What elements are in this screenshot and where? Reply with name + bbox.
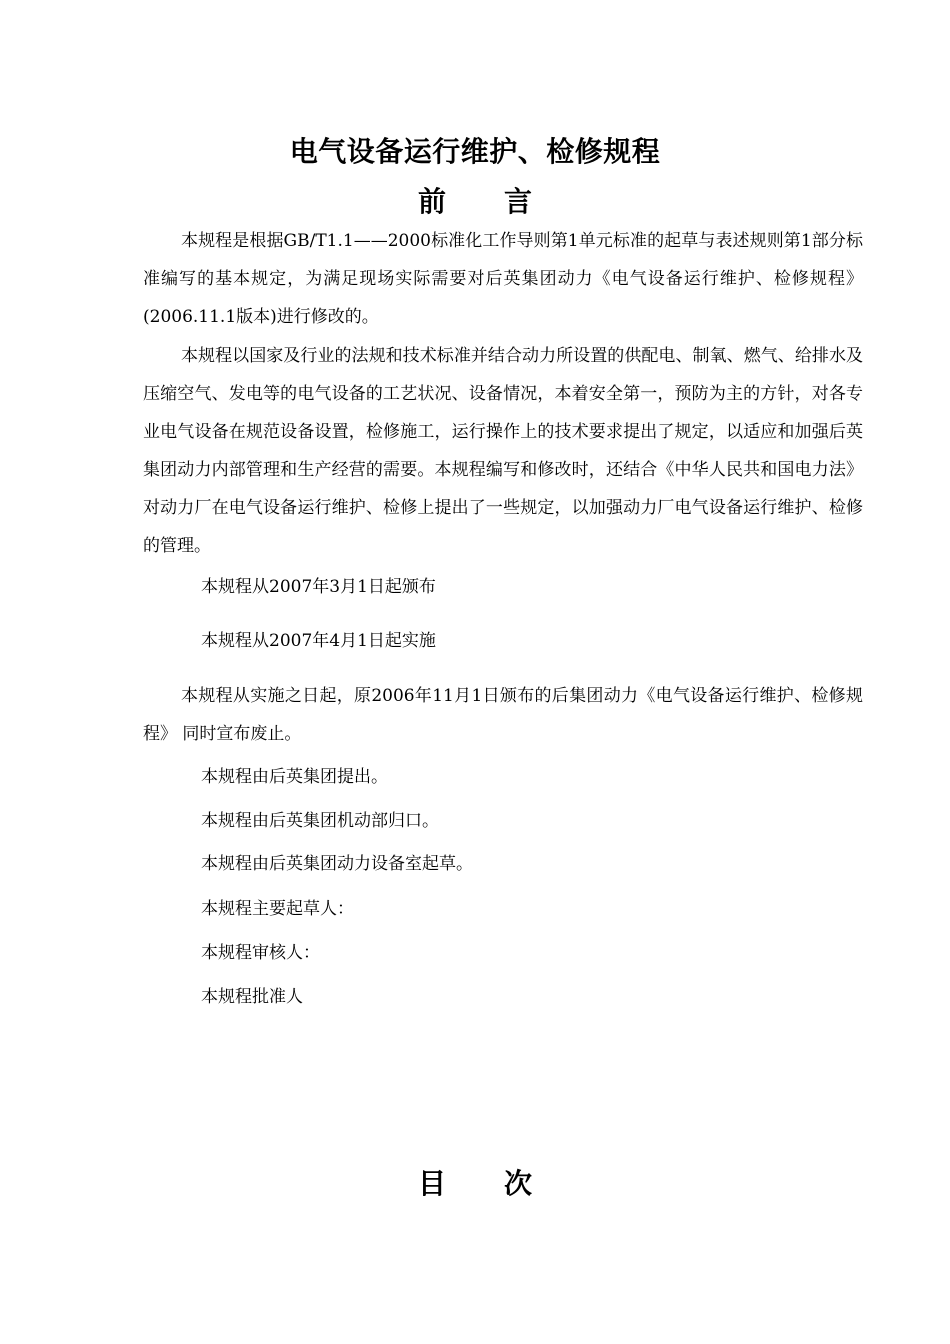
toc-heading bbox=[0, 1160, 950, 1208]
proposed-by-line: 本规程由后英集团提出。 bbox=[201, 767, 388, 787]
managed-by-line: 本规程由后英集团机动部归口。 bbox=[201, 811, 439, 831]
preface-heading bbox=[0, 178, 950, 226]
main-drafters-line: 本规程主要起草人： bbox=[201, 899, 354, 919]
preface-paragraph-2: 本规程以国家及行业的法规和技术标准并结合动力所设置的供配电、制氧、燃气、给排水及压缩空气、发电等的电气设备的工艺状况、设备情况，本着安全第一，预防为主的方针，对各专业电气设备在规范设备设置，检修施工，运行操作上的技术要求提出了规定，以适应和加强后英集团动力内部管理和生产经营的需要。本规程编写和修改时，还结合《中华人民共和国电力法》对动力厂在电气设备运行维护、检修上提出了一些规定，以加强动力厂电气设备运行维护、检修的管理。 bbox=[143, 346, 863, 556]
supersede-paragraph: 本规程从实施之日起，原2006年11月1日颁布的后集团动力《电气设备运行维护、检修规程》 同时宣布废止。 bbox=[143, 686, 863, 744]
toc-heading-char-2: 次 bbox=[504, 1167, 533, 1200]
preface-paragraph-1: 本规程是根据GB/T1.1——2000标准化工作导则第1单元标准的起草与表述规则第1部分标准编写的基本规定，为满足现场实际需要对后英集团动力《电气设备运行维护、检修规程》(2006.11.1版本)进行修改的。 bbox=[143, 231, 863, 327]
approver-line: 本规程批准人 bbox=[201, 987, 303, 1007]
document-title: 电气设备运行维护、检修规程 bbox=[289, 135, 661, 168]
effective-date-line: 本规程从2007年4月1日起实施 bbox=[201, 631, 436, 651]
preface-heading-char-2: 言 bbox=[504, 185, 533, 218]
preface-heading-char-1: 前 bbox=[417, 185, 446, 218]
reviewer-line: 本规程审核人： bbox=[201, 943, 320, 963]
drafted-by-line: 本规程由后英集团动力设备室起草。 bbox=[201, 854, 473, 874]
toc-heading-char-1: 目 bbox=[417, 1167, 446, 1200]
issue-date-line: 本规程从2007年3月1日起颁布 bbox=[201, 577, 436, 597]
